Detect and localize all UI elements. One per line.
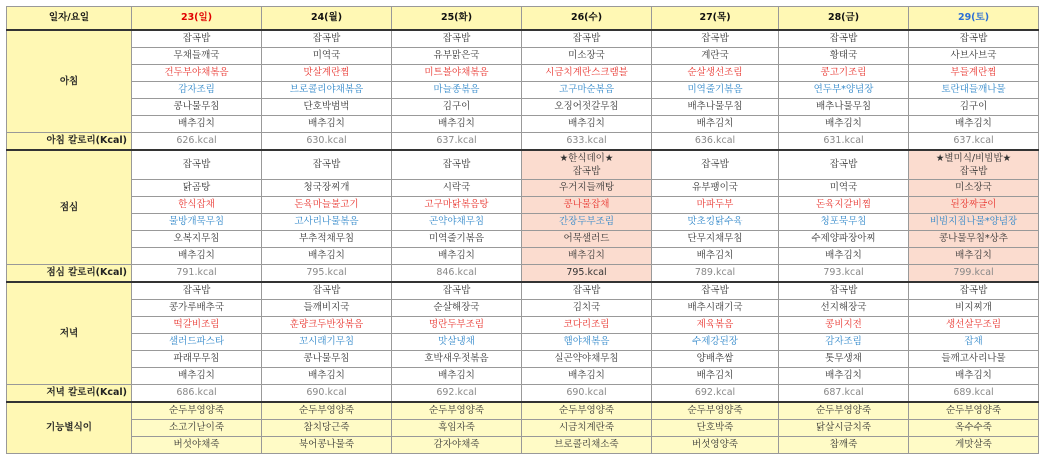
breakfast-item: 배추나물무침 (779, 99, 909, 116)
day-header-mon: 24(월) (262, 7, 392, 31)
lunch-item: 닭곰탕 (132, 180, 262, 197)
dinner-calorie-value: 692.kcal (652, 385, 779, 403)
day-header-fri: 28(금) (779, 7, 909, 31)
dinner-item: 배추김치 (262, 368, 392, 385)
dinner-row (7, 300, 1039, 317)
breakfast-calorie-value: 636.kcal (652, 133, 779, 151)
lunch-item: 오복지무침 (132, 231, 262, 248)
functional-item: 순두부영양죽 (262, 402, 392, 420)
dinner-item: 배추김치 (779, 368, 909, 385)
functional-item: 시금치계란죽 (522, 420, 652, 437)
functional-label: 기능별식이 (7, 402, 132, 454)
breakfast-row (7, 30, 1039, 48)
dinner-item: 잡곡밥 (652, 282, 779, 300)
dinner-row (7, 317, 1039, 334)
dinner-item: 잡곡밥 (392, 282, 522, 300)
dinner-calorie-label: 저녁 칼로리(Kcal) (7, 385, 132, 403)
functional-item: 북어콩나물죽 (262, 437, 392, 454)
dinner-calorie-value: 692.kcal (392, 385, 522, 403)
lunch-item: 잡곡밥 (262, 150, 392, 180)
breakfast-item: 잡곡밥 (132, 30, 262, 48)
breakfast-item: 미트볼야채볶음 (392, 65, 522, 82)
functional-item: 단호박죽 (652, 420, 779, 437)
functional-item: 순두부영양죽 (392, 402, 522, 420)
functional-row (7, 420, 1039, 437)
lunch-item: 마파두부 (652, 197, 779, 214)
breakfast-item: 마늘종볶음 (392, 82, 522, 99)
dinner-item: 콩비지전 (779, 317, 909, 334)
dinner-calorie-value: 687.kcal (779, 385, 909, 403)
lunch-item: 어묵샐러드 (522, 231, 652, 248)
breakfast-item: 무채들깨국 (132, 48, 262, 65)
breakfast-calorie-value: 630.kcal (262, 133, 392, 151)
dinner-item: 맛살냉채 (392, 334, 522, 351)
dinner-item: 호박새우젓볶음 (392, 351, 522, 368)
breakfast-row (7, 48, 1039, 65)
breakfast-item: 콩나물무침 (132, 99, 262, 116)
breakfast-calorie-label: 아침 칼로리(Kcal) (7, 133, 132, 151)
dinner-item: 샐러드파스타 (132, 334, 262, 351)
lunch-item: 돈육마늘불고기 (262, 197, 392, 214)
lunch-calorie-value: 795.kcal (522, 265, 652, 283)
dinner-item: 톳무생채 (779, 351, 909, 368)
breakfast-item: 감자조림 (132, 82, 262, 99)
breakfast-item: 황태국 (779, 48, 909, 65)
weekly-menu-table (6, 6, 1039, 454)
breakfast-item: 유부맑은국 (392, 48, 522, 65)
lunch-item: 맛초킹닭수육 (652, 214, 779, 231)
functional-item: 버섯야채죽 (132, 437, 262, 454)
dinner-item: 잡곡밥 (262, 282, 392, 300)
day-header-wed: 26(수) (522, 7, 652, 31)
breakfast-item: 배추김치 (132, 116, 262, 133)
breakfast-calorie-value: 637.kcal (909, 133, 1039, 151)
lunch-special-label: ★한식데이★ (559, 153, 614, 164)
dinner-item: 잡곡밥 (909, 282, 1039, 300)
lunch-item: 청포묵무침 (779, 214, 909, 231)
functional-item: 소고기낟이죽 (132, 420, 262, 437)
lunch-row (7, 231, 1039, 248)
breakfast-item: 연두부*양념장 (779, 82, 909, 99)
lunch-item: 배추김치 (909, 248, 1039, 265)
lunch-item: 간장두부조림 (522, 214, 652, 231)
lunch-row (7, 214, 1039, 231)
lunch-item: 미소장국 (909, 180, 1039, 197)
lunch-item: 미역줄기볶음 (392, 231, 522, 248)
dinner-item: 배추김치 (909, 368, 1039, 385)
breakfast-item: 배추김치 (522, 116, 652, 133)
dinner-item: 잡곡밥 (779, 282, 909, 300)
dinner-calorie-value: 690.kcal (262, 385, 392, 403)
lunch-item: 잡곡밥 (132, 150, 262, 180)
dinner-item: 제육볶음 (652, 317, 779, 334)
lunch-item: 잡곡밥 (959, 166, 988, 177)
breakfast-item: 부들계란찜 (909, 65, 1039, 82)
breakfast-item: 건두부야채볶음 (132, 65, 262, 82)
lunch-item: 배추김치 (392, 248, 522, 265)
dinner-row (7, 351, 1039, 368)
dinner-item: 꼬시래기무침 (262, 334, 392, 351)
lunch-special-label: ★별미식/비빔밥★ (935, 153, 1012, 164)
lunch-row (7, 248, 1039, 265)
breakfast-calorie-row (7, 133, 1039, 151)
dinner-item: 실곤약야채무침 (522, 351, 652, 368)
lunch-item: 부추적채무침 (262, 231, 392, 248)
lunch-item: 물방개묵무침 (132, 214, 262, 231)
lunch-calorie-label: 점심 칼로리(Kcal) (7, 265, 132, 283)
lunch-item: 우거지들깨탕 (522, 180, 652, 197)
lunch-row (7, 180, 1039, 197)
breakfast-item: 오징어젓갈무침 (522, 99, 652, 116)
day-header-thu: 27(목) (652, 7, 779, 31)
breakfast-row (7, 65, 1039, 82)
dinner-item: 배추김치 (392, 368, 522, 385)
lunch-item: 잡곡밥 (652, 150, 779, 180)
dinner-item: 잡곡밥 (132, 282, 262, 300)
functional-item: 순두부영양죽 (652, 402, 779, 420)
functional-item: 닭살시금치죽 (779, 420, 909, 437)
breakfast-label: 아침 (7, 30, 132, 133)
breakfast-item: 잡곡밥 (909, 30, 1039, 48)
lunch-calorie-value: 799.kcal (909, 265, 1039, 283)
dinner-item: 배추김치 (132, 368, 262, 385)
lunch-item: 배추김치 (779, 248, 909, 265)
lunch-calorie-value: 795.kcal (262, 265, 392, 283)
breakfast-item: 배추나물무침 (652, 99, 779, 116)
dinner-item: 콩가루배추국 (132, 300, 262, 317)
lunch-item: 잡곡밥 (779, 150, 909, 180)
lunch-item: 유부팽이국 (652, 180, 779, 197)
functional-item: 참깨죽 (779, 437, 909, 454)
breakfast-item: 사브사브국 (909, 48, 1039, 65)
dinner-calorie-value: 686.kcal (132, 385, 262, 403)
dinner-item: 배추김치 (652, 368, 779, 385)
breakfast-item: 배추김치 (262, 116, 392, 133)
dinner-row (7, 282, 1039, 300)
header-row (7, 7, 1039, 31)
lunch-calorie-value: 791.kcal (132, 265, 262, 283)
dinner-row (7, 334, 1039, 351)
lunch-item: 수제양파장아찌 (779, 231, 909, 248)
dinner-item: 떡갈비조림 (132, 317, 262, 334)
lunch-item: 비빔지짐나물*양념장 (909, 214, 1039, 231)
functional-item: 순두부영양죽 (779, 402, 909, 420)
breakfast-item: 잡곡밥 (779, 30, 909, 48)
breakfast-item: 잡곡밥 (262, 30, 392, 48)
breakfast-item: 단호박범벅 (262, 99, 392, 116)
breakfast-item: 배추김치 (652, 116, 779, 133)
lunch-item (909, 150, 1039, 180)
dinner-item: 명란두부조림 (392, 317, 522, 334)
dinner-item: 햄야채볶음 (522, 334, 652, 351)
breakfast-item: 잡곡밥 (522, 30, 652, 48)
breakfast-item: 미역국 (262, 48, 392, 65)
lunch-item (522, 150, 652, 180)
dinner-item: 잡채 (909, 334, 1039, 351)
breakfast-item: 맛살계란찜 (262, 65, 392, 82)
lunch-calorie-value: 846.kcal (392, 265, 522, 283)
breakfast-item: 배추김치 (909, 116, 1039, 133)
functional-item: 브로콜리채소죽 (522, 437, 652, 454)
breakfast-item: 시금치계란스크램블 (522, 65, 652, 82)
lunch-item: 된장짜글이 (909, 197, 1039, 214)
lunch-calorie-value: 789.kcal (652, 265, 779, 283)
dinner-item: 생선살무조림 (909, 317, 1039, 334)
dinner-calorie-value: 690.kcal (522, 385, 652, 403)
lunch-item: 고사리나물볶음 (262, 214, 392, 231)
functional-item: 감자야채죽 (392, 437, 522, 454)
day-header-sun: 23(일) (132, 7, 262, 31)
dinner-label: 저녁 (7, 282, 132, 385)
dinner-calorie-row (7, 385, 1039, 403)
breakfast-item: 김구이 (909, 99, 1039, 116)
lunch-item: 배추김치 (652, 248, 779, 265)
lunch-item: 고구마닭볶음탕 (392, 197, 522, 214)
lunch-row (7, 150, 1039, 180)
dinner-item: 훈량크두반장볶음 (262, 317, 392, 334)
lunch-item: 곤약야채무침 (392, 214, 522, 231)
breakfast-row (7, 82, 1039, 99)
breakfast-item: 배추김치 (392, 116, 522, 133)
lunch-item: 미역국 (779, 180, 909, 197)
lunch-item: 청국장찌개 (262, 180, 392, 197)
dinner-item: 파래무무침 (132, 351, 262, 368)
functional-item: 참치당근죽 (262, 420, 392, 437)
breakfast-calorie-value: 626.kcal (132, 133, 262, 151)
lunch-label: 점심 (7, 150, 132, 265)
dinner-item: 콩나물무침 (262, 351, 392, 368)
breakfast-item: 잡곡밥 (652, 30, 779, 48)
breakfast-row (7, 116, 1039, 133)
breakfast-item: 배추김치 (779, 116, 909, 133)
functional-item: 순두부영양죽 (909, 402, 1039, 420)
breakfast-item: 미소장국 (522, 48, 652, 65)
dinner-calorie-value: 689.kcal (909, 385, 1039, 403)
breakfast-item: 토란대들깨나물 (909, 82, 1039, 99)
corner-header: 일자/요일 (7, 7, 132, 31)
breakfast-item: 브로콜리야채볶음 (262, 82, 392, 99)
functional-item: 버섯영양죽 (652, 437, 779, 454)
breakfast-calorie-value: 633.kcal (522, 133, 652, 151)
lunch-calorie-row (7, 265, 1039, 283)
dinner-item: 들깨비지국 (262, 300, 392, 317)
dinner-item: 김치국 (522, 300, 652, 317)
functional-row (7, 402, 1039, 420)
lunch-item: 잡곡밥 (572, 166, 601, 177)
breakfast-item: 계란국 (652, 48, 779, 65)
lunch-item: 한식잡채 (132, 197, 262, 214)
lunch-item: 잡곡밥 (392, 150, 522, 180)
dinner-item: 비지찌개 (909, 300, 1039, 317)
breakfast-calorie-value: 631.kcal (779, 133, 909, 151)
lunch-item: 단무지채무침 (652, 231, 779, 248)
dinner-item: 배추김치 (522, 368, 652, 385)
dinner-row (7, 368, 1039, 385)
breakfast-item: 순살생선조림 (652, 65, 779, 82)
breakfast-row (7, 99, 1039, 116)
lunch-calorie-value: 793.kcal (779, 265, 909, 283)
breakfast-item: 고구마순볶음 (522, 82, 652, 99)
dinner-item: 잡곡밥 (522, 282, 652, 300)
breakfast-item: 미역줄기볶음 (652, 82, 779, 99)
breakfast-item: 김구이 (392, 99, 522, 116)
dinner-item: 들깨고사리나물 (909, 351, 1039, 368)
day-header-sat: 29(토) (909, 7, 1039, 31)
functional-item: 순두부영양죽 (522, 402, 652, 420)
dinner-item: 수제강된장 (652, 334, 779, 351)
lunch-item: 배추김치 (262, 248, 392, 265)
functional-row (7, 437, 1039, 454)
lunch-item: 시락국 (392, 180, 522, 197)
breakfast-item: 잡곡밥 (392, 30, 522, 48)
functional-item: 흑임자죽 (392, 420, 522, 437)
lunch-item: 콩나물무침*상추 (909, 231, 1039, 248)
dinner-item: 순살해장국 (392, 300, 522, 317)
breakfast-calorie-value: 637.kcal (392, 133, 522, 151)
dinner-item: 배추시래기국 (652, 300, 779, 317)
lunch-item: 돈육지갈비찜 (779, 197, 909, 214)
lunch-item: 콩나물잡채 (522, 197, 652, 214)
functional-item: 옥수수죽 (909, 420, 1039, 437)
lunch-item: 배추김치 (522, 248, 652, 265)
dinner-item: 감자조림 (779, 334, 909, 351)
lunch-item: 배추김치 (132, 248, 262, 265)
dinner-item: 양배추쌈 (652, 351, 779, 368)
breakfast-item: 콩고기조림 (779, 65, 909, 82)
lunch-row (7, 197, 1039, 214)
functional-item: 순두부영양죽 (132, 402, 262, 420)
functional-item: 게맛살죽 (909, 437, 1039, 454)
dinner-item: 선지해장국 (779, 300, 909, 317)
dinner-item: 코다리조림 (522, 317, 652, 334)
day-header-tue: 25(화) (392, 7, 522, 31)
